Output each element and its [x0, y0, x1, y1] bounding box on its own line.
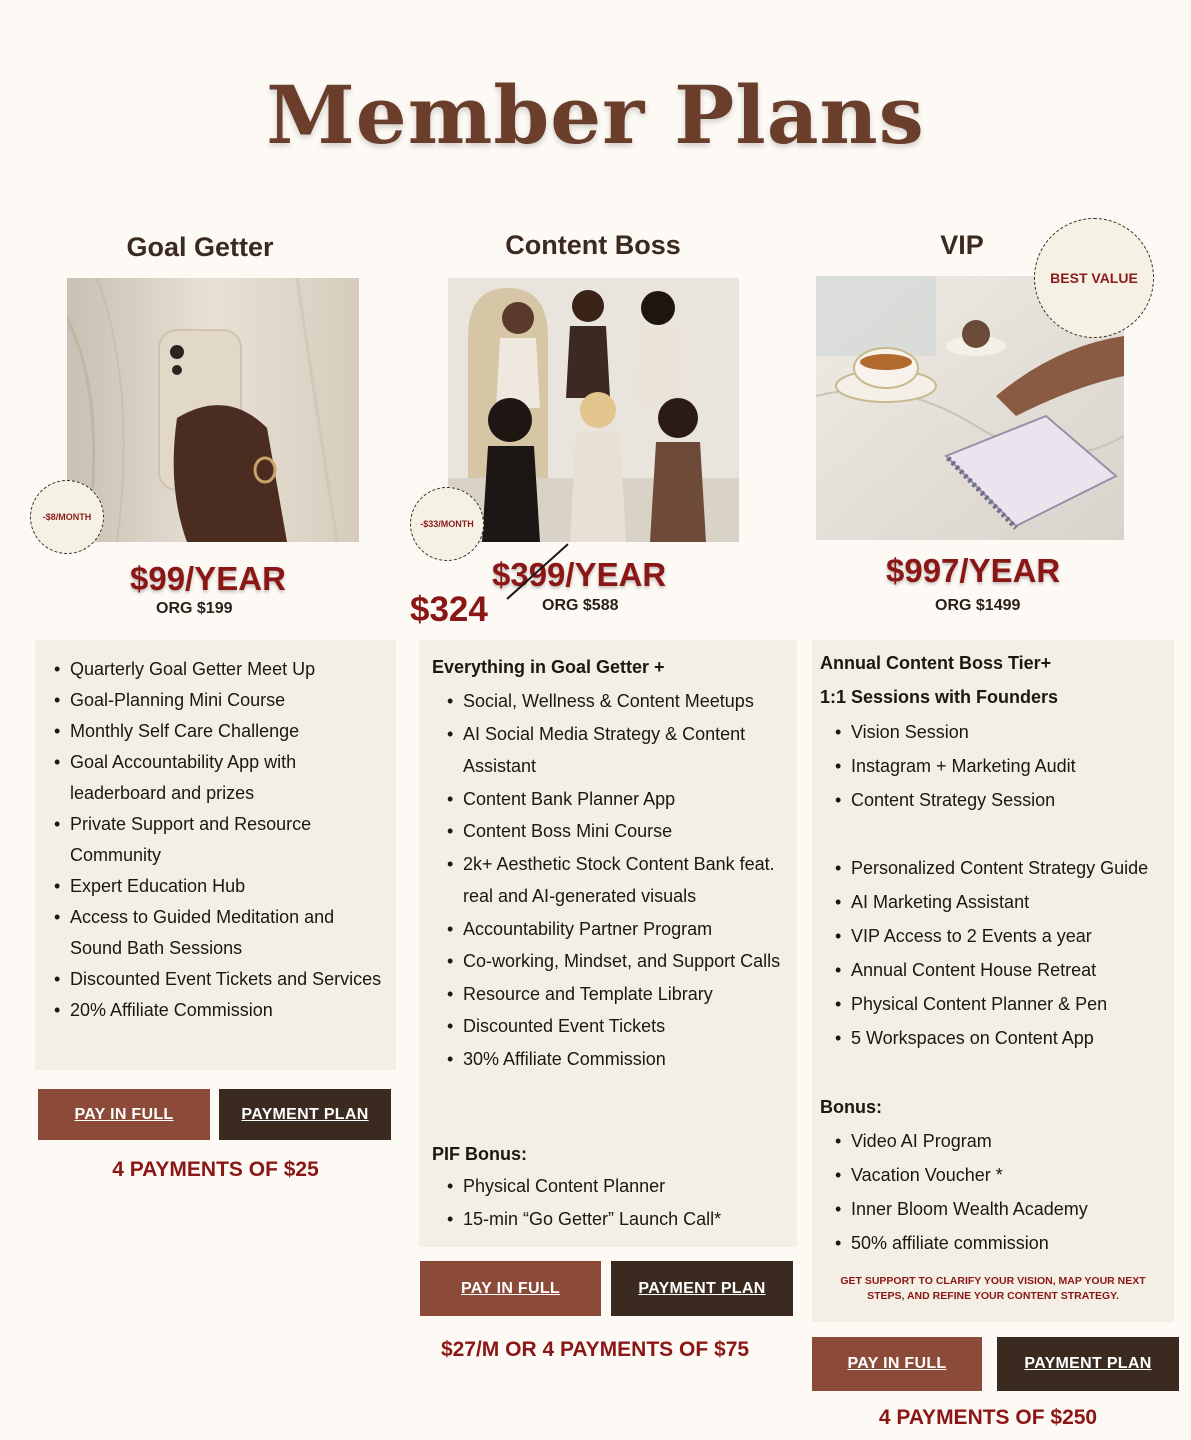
- content-boss-price: $399/YEAR: [492, 556, 667, 593]
- list-item: • Expert Education Hub: [54, 871, 384, 902]
- page-title: Member Plans: [266, 68, 925, 162]
- list-item: • Goal-Planning Mini Course: [54, 685, 384, 716]
- goal-getter-payments-text: 4 PAYMENTS OF $25: [112, 1158, 319, 1181]
- plan-name-content-boss: Content Boss: [505, 230, 681, 260]
- list-item: • Goal Accountability App with leaderboard and prizes: [54, 747, 384, 809]
- vip-org-price: ORG $1499: [935, 597, 1021, 614]
- list-item: • VIP Access to 2 Events a year: [835, 919, 1171, 953]
- vip-bonus-heading: Bonus:: [820, 1097, 882, 1117]
- list-item: • Content Boss Mini Course: [447, 815, 787, 848]
- vip-bonus-list: [835, 1124, 1171, 1260]
- vip-support-note: GET SUPPORT TO CLARIFY YOUR VISION, MAP YOUR NEXT STEPS, AND REFINE YOUR CONTENT STRATEGY.: [840, 1275, 1146, 1302]
- list-item: • AI Social Media Strategy & Content Assistant: [447, 718, 787, 783]
- list-item: • Co-working, Mindset, and Support Calls: [447, 945, 787, 978]
- list-item: • 30% Affiliate Commission: [447, 1043, 787, 1076]
- goal-getter-org-price: ORG $199: [156, 600, 233, 617]
- vip-features-panel: [812, 640, 1174, 1322]
- content-boss-payment-plan-button[interactable]: PAYMENT PLAN: [611, 1261, 793, 1316]
- goal-getter-pay-in-full-button[interactable]: PAY IN FULL: [38, 1089, 210, 1140]
- list-item: • 20% Affiliate Commission: [54, 995, 384, 1026]
- content-boss-features-panel: [419, 640, 797, 1247]
- discount-badge-label: -$8/MONTH: [42, 512, 92, 522]
- list-item: • Accountability Partner Program: [447, 913, 787, 946]
- list-item: • Discounted Event Tickets and Services: [54, 964, 384, 995]
- list-item: • Discounted Event Tickets: [447, 1010, 787, 1043]
- content-boss-pay-in-full-button[interactable]: PAY IN FULL: [420, 1261, 601, 1316]
- vip-sessions-heading: 1:1 Sessions with Founders: [820, 687, 1059, 707]
- content-boss-photo: [448, 278, 739, 542]
- goal-getter-features-panel: [35, 640, 396, 1070]
- list-item: • 2k+ Aesthetic Stock Content Bank feat. real and AI-generated visuals: [447, 848, 787, 913]
- list-item: • Content Bank Planner App: [447, 783, 787, 816]
- vip-feature-list: [835, 851, 1171, 1055]
- goal-getter-feature-list: [54, 654, 384, 1026]
- content-boss-org-price: ORG $588: [542, 597, 619, 614]
- content-boss-sale-price: $324: [410, 590, 488, 629]
- list-item: • 5 Workspaces on Content App: [835, 1021, 1171, 1055]
- best-value-badge-label: BEST VALUE: [1050, 270, 1138, 286]
- list-item: • Instagram + Marketing Audit: [835, 749, 1171, 783]
- content-boss-feature-list: [447, 685, 787, 1075]
- list-item: • Inner Bloom Wealth Academy: [835, 1192, 1171, 1226]
- goal-getter-payment-plan-button[interactable]: PAYMENT PLAN: [219, 1089, 391, 1140]
- goal-getter-price: $99/YEAR: [130, 560, 286, 597]
- list-item: • Physical Content Planner: [447, 1170, 787, 1203]
- plan-name-goal-getter: Goal Getter: [126, 232, 274, 262]
- list-item: • AI Marketing Assistant: [835, 885, 1171, 919]
- list-item: • Social, Wellness & Content Meetups: [447, 685, 787, 718]
- list-item: • Annual Content House Retreat: [835, 953, 1171, 987]
- plan-name-vip: VIP: [940, 230, 984, 260]
- list-item: • Resource and Template Library: [447, 978, 787, 1011]
- list-item: • Quarterly Goal Getter Meet Up: [54, 654, 384, 685]
- list-item: • 15-min “Go Getter” Launch Call*: [447, 1203, 787, 1236]
- content-boss-bonus-list: [447, 1170, 787, 1235]
- list-item: • Video AI Program: [835, 1124, 1171, 1158]
- list-item: • Private Support and Resource Community: [54, 809, 384, 871]
- list-item: • Physical Content Planner & Pen: [835, 987, 1171, 1021]
- vip-payments-text: 4 PAYMENTS OF $250: [878, 1406, 1098, 1429]
- content-boss-bonus-heading: PIF Bonus:: [432, 1144, 527, 1164]
- list-item: • Content Strategy Session: [835, 783, 1171, 817]
- discount-badge-label: -$33/MONTH: [420, 519, 474, 529]
- list-item: • 50% affiliate commission: [835, 1226, 1171, 1260]
- list-item: • Personalized Content Strategy Guide: [835, 851, 1171, 885]
- list-item: • Vision Session: [835, 715, 1171, 749]
- content-boss-intro: Everything in Goal Getter +: [432, 657, 665, 677]
- discount-badge: [410, 487, 484, 561]
- vip-price: $997/YEAR: [886, 552, 1061, 589]
- vip-intro: Annual Content Boss Tier+: [820, 653, 1052, 673]
- list-item: • Vacation Voucher *: [835, 1158, 1171, 1192]
- vip-payment-plan-button[interactable]: PAYMENT PLAN: [997, 1337, 1179, 1391]
- vip-session-list: [835, 715, 1171, 817]
- goal-getter-photo: [67, 278, 359, 542]
- best-value-badge: [1034, 218, 1154, 338]
- vip-pay-in-full-button[interactable]: PAY IN FULL: [812, 1337, 982, 1391]
- list-item: • Access to Guided Meditation and Sound Bath Sessions: [54, 902, 384, 964]
- list-item: • Monthly Self Care Challenge: [54, 716, 384, 747]
- discount-badge: [30, 480, 104, 554]
- content-boss-payments-text: $27/M OR 4 PAYMENTS OF $75: [440, 1338, 750, 1361]
